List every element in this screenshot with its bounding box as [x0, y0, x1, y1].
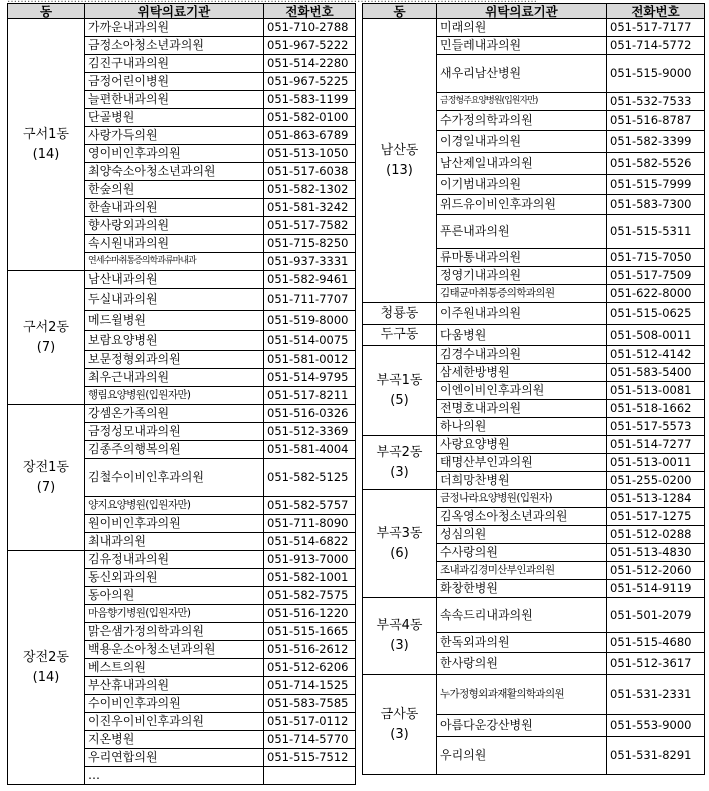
clinic-name: 새우리남산병원 [437, 55, 607, 93]
clinic-phone: 051-513-1050 [264, 145, 356, 163]
clinic-name: 최내과의원 [85, 533, 264, 551]
clinic-name: 양지요양병원(입원자만) [85, 497, 264, 515]
clinic-name: 금정나라요양병원(입원자) [437, 490, 607, 508]
clinic-phone: 051-517-7177 [607, 19, 705, 37]
clinic-name: 단골병원 [85, 109, 264, 127]
dong-name: 금사동 [380, 706, 419, 722]
clinic-phone: 051-967-5225 [264, 73, 356, 91]
clinic-name: 마음향기병원(입원자만) [85, 605, 264, 623]
clinic-phone: 051-581-0012 [264, 351, 356, 369]
clinic-phone: 051-515-9000 [607, 55, 705, 93]
clinic-phone: 051-517-8211 [264, 387, 356, 405]
dong-name: 장전2동 [23, 649, 69, 665]
table-row [363, 675, 705, 715]
clinic-phone: 051-513-4830 [607, 544, 705, 562]
dong-name: 부곡4동 [376, 618, 423, 633]
clinic-name: 하나의원 [437, 418, 607, 436]
clinic-phone: 051-512-0288 [607, 526, 705, 544]
dong-count: (3) [390, 638, 409, 653]
clinic-name: 금정소아청소년과의원 [85, 37, 264, 55]
clinic-name: 성심의원 [437, 526, 607, 544]
clinic-phone: 051-553-9000 [607, 715, 705, 737]
clinic-phone: 051-515-5311 [607, 215, 705, 249]
clinic-phone: 051-515-7512 [264, 749, 356, 767]
clinic-phone: 051-513-0081 [607, 382, 705, 400]
clinic-phone: 051-582-9461 [264, 271, 356, 289]
table-row [363, 598, 705, 633]
clinic-name: 김유정내과의원 [85, 551, 264, 569]
clinic-name: 김옥영소아청소년과의원 [437, 508, 607, 526]
clinic-name: 수이비인후과의원 [85, 695, 264, 713]
clinic-phone: 051-517-1275 [607, 508, 705, 526]
clinic-phone: 051-512-2060 [607, 562, 705, 580]
clinic-phone: 051-937-3331 [264, 253, 356, 271]
clinic-phone: 051-714-5770 [264, 731, 356, 749]
dong-name: 청룡동 [380, 305, 419, 321]
clinic-phone: 051-622-8000 [607, 285, 705, 303]
clinic-phone: 051-517-7509 [607, 267, 705, 285]
clinic-name: 백용운소아청소년과의원 [85, 641, 264, 659]
dong-count: (7) [36, 339, 56, 355]
clinic-name: 위드유이비인후과의원 [437, 195, 607, 215]
table-row [363, 490, 705, 508]
clinic-name: 김태균마취통증의학과의원 [437, 285, 607, 303]
table-row [363, 346, 705, 364]
clinic-name: 우리연합의원 [85, 749, 264, 767]
dong-count: (3) [390, 464, 409, 480]
clinic-phone: 051-512-3617 [607, 653, 705, 675]
clinic-phone: 051-516-2612 [264, 641, 356, 659]
clinic-phone: 051-583-5400 [607, 364, 705, 382]
table-row [363, 436, 705, 454]
clinic-name: 금정어린이병원 [85, 73, 264, 91]
clinic-name: 남산제일내과의원 [437, 153, 607, 175]
dong-name: 부곡2동 [376, 444, 423, 460]
table-row [8, 551, 356, 569]
right-clinic-table [362, 3, 705, 775]
dong-cell [363, 325, 437, 346]
clinic-name: 이엔이비인후과의원 [437, 382, 607, 400]
clinic-name: 민들레내과의원 [437, 37, 607, 55]
clinic-name: … [85, 767, 264, 785]
clinic-phone: 051-512-6206 [264, 659, 356, 677]
dong-cell [8, 405, 85, 551]
clinic-name: 조내과김경미산부인과의원 [437, 562, 607, 580]
clinic-phone: 051-582-5125 [264, 459, 356, 497]
clinic-name: 김종주의행복의원 [85, 441, 264, 459]
clinic-name: 영이비인후과의원 [85, 145, 264, 163]
clinic-name: 더희망찬병원 [437, 472, 607, 490]
dong-count: (3) [390, 726, 409, 742]
clinic-phone: 051-913-7000 [264, 551, 356, 569]
clinic-name: 강셈온가족의원 [85, 405, 264, 423]
table-row [363, 325, 705, 346]
clinic-phone: 051-967-5222 [264, 37, 356, 55]
dong-count: (6) [390, 545, 409, 561]
clinic-phone: 051-514-9119 [607, 580, 705, 598]
clinic-phone: 051-519-8000 [264, 311, 356, 331]
clinic-name: 전명호내과의원 [437, 400, 607, 418]
header-row [363, 4, 705, 19]
dong-name: 부곡1동 [376, 372, 423, 388]
clinic-name: 푸른내과의원 [437, 215, 607, 249]
dong-count: (5) [390, 392, 409, 408]
clinic-name: 금정형주요양병원(입원자만) [437, 93, 607, 111]
dong-count: (7) [36, 479, 56, 495]
clinic-name: 이주원내과의원 [437, 303, 607, 325]
clinic-name: 이경일내과의원 [437, 131, 607, 153]
clinic-name: 행림요양병원(입원자만) [85, 387, 264, 405]
header-dong: 동 [8, 4, 85, 19]
clinic-name: 부산휴내과의원 [85, 677, 264, 695]
clinic-phone: 051-512-3369 [264, 423, 356, 441]
clinic-name: 늘편한내과의원 [85, 91, 264, 109]
clinic-phone: 051-583-7300 [607, 195, 705, 215]
dong-name: 남산동 [380, 142, 419, 158]
clinic-phone: 051-514-6822 [264, 533, 356, 551]
clinic-phone: 051-582-5757 [264, 497, 356, 515]
dong-name: 구서1동 [23, 126, 69, 142]
dong-cell [363, 346, 437, 436]
clinic-name: 한독외과의원 [437, 633, 607, 653]
clinic-name: 아름다운강산병원 [437, 715, 607, 737]
clinic-phone: 051-715-7050 [607, 249, 705, 267]
clinic-name: 원이비인후과의원 [85, 515, 264, 533]
clinic-phone: 051-513-1284 [607, 490, 705, 508]
clinic-name: 베스트의원 [85, 659, 264, 677]
clinic-phone: 051-863-6789 [264, 127, 356, 145]
clinic-phone: 051-515-7999 [607, 175, 705, 195]
clinic-name: 화창한병원 [437, 580, 607, 598]
header-clinic: 위탁의료기관 [437, 4, 607, 19]
table-row [8, 271, 356, 289]
left-clinic-table [7, 3, 356, 785]
clinic-name: 보문정형외과의원 [85, 351, 264, 369]
clinic-phone: 051-515-1665 [264, 623, 356, 641]
clinic-name: 동아의원 [85, 587, 264, 605]
clinic-phone: 051-532-7533 [607, 93, 705, 111]
clinic-phone: 051-582-1001 [264, 569, 356, 587]
clinic-name: 이기범내과의원 [437, 175, 607, 195]
clinic-name: 사랑가득의원 [85, 127, 264, 145]
clinic-name: 메드윌병원 [85, 311, 264, 331]
clinic-phone: 051-255-0200 [607, 472, 705, 490]
clinic-name: 김경수내과의원 [437, 346, 607, 364]
clinic-name: 김진구내과의원 [85, 55, 264, 73]
clinic-phone: 051-710-2788 [264, 19, 356, 37]
clinic-phone: 051-515-0625 [607, 303, 705, 325]
clinic-phone: 051-517-0112 [264, 713, 356, 731]
clinic-phone: 051-581-3242 [264, 199, 356, 217]
dong-count: (14) [32, 669, 60, 685]
table-row [8, 19, 356, 37]
clinic-name: 정영기내과의원 [437, 267, 607, 285]
clinic-phone: 051-514-0075 [264, 331, 356, 351]
clinic-phone: 051-583-7585 [264, 695, 356, 713]
clinic-phone: 051-582-5526 [607, 153, 705, 175]
clinic-name: 태명산부인과의원 [437, 454, 607, 472]
clinic-phone: 051-582-7575 [264, 587, 356, 605]
dong-cell [8, 271, 85, 405]
clinic-name: 속속드리내과의원 [437, 598, 607, 633]
dong-name: 구서2동 [23, 319, 69, 335]
dong-name: 부곡3동 [376, 525, 423, 541]
clinic-name: 가까운내과의원 [85, 19, 264, 37]
dong-cell [363, 490, 437, 598]
clinic-phone: 051-516-8787 [607, 111, 705, 131]
clinic-phone: 051-517-6038 [264, 163, 356, 181]
clinic-name: 누가정형외과재활의학과의원 [437, 675, 607, 715]
clinic-name: 속시원내과의원 [85, 235, 264, 253]
clinic-phone: 051-515-4680 [607, 633, 705, 653]
header-clinic: 위탁의료기관 [85, 4, 264, 19]
clinic-phone: 051-514-9795 [264, 369, 356, 387]
header-row [8, 4, 356, 19]
table-row [8, 405, 356, 423]
clinic-phone: 051-516-1220 [264, 605, 356, 623]
clinic-phone: 051-512-4142 [607, 346, 705, 364]
clinic-phone: 051-516-0326 [264, 405, 356, 423]
table-row [363, 19, 705, 37]
dong-count: (13) [386, 162, 413, 178]
clinic-phone: 051-715-8250 [264, 235, 356, 253]
clinic-name: 연세수마취통증의학과류마내과 [85, 253, 264, 271]
clinic-name: 수가정의학과의원 [437, 111, 607, 131]
clinic-name: 금정성모내과의원 [85, 423, 264, 441]
clinic-phone: 051-582-3399 [607, 131, 705, 153]
clinic-phone: 051-531-2331 [607, 675, 705, 715]
dong-name: 장전1동 [23, 459, 69, 475]
dong-cell [8, 551, 85, 785]
clinic-name: 한사랑의원 [437, 653, 607, 675]
dong-name: 두구동 [380, 327, 419, 342]
clinic-name: 지온병원 [85, 731, 264, 749]
dong-cell [8, 19, 85, 271]
clinic-name: 수사랑의원 [437, 544, 607, 562]
clinic-name: 다움병원 [437, 325, 607, 346]
dong-cell [363, 303, 437, 325]
clinic-name: 맑은샘가정의학과의원 [85, 623, 264, 641]
clinic-name: 류마통내과의원 [437, 249, 607, 267]
clinic-phone: 051-517-7582 [264, 217, 356, 235]
clinic-name: 한솔내과의원 [85, 199, 264, 217]
clinic-phone: 051-711-8090 [264, 515, 356, 533]
clinic-name: 최우근내과의원 [85, 369, 264, 387]
clinic-name: 이진우이비인후과의원 [85, 713, 264, 731]
clinic-phone [264, 767, 356, 785]
dong-count: (14) [32, 146, 60, 162]
clinic-name: 남산내과의원 [85, 271, 264, 289]
dong-cell [363, 675, 437, 775]
clinic-phone: 051-711-7707 [264, 289, 356, 311]
clinic-name: 동신외과의원 [85, 569, 264, 587]
clinic-phone: 051-514-7277 [607, 436, 705, 454]
clinic-phone: 051-581-4004 [264, 441, 356, 459]
clinic-name: 김철수이비인후과의원 [85, 459, 264, 497]
clinic-name: 한숲의원 [85, 181, 264, 199]
dong-cell [363, 19, 437, 303]
clinic-phone: 051-514-2280 [264, 55, 356, 73]
clinic-name: 삼세한방병원 [437, 364, 607, 382]
table-row [363, 303, 705, 325]
clinic-name: 최양숙소아청소년과의원 [85, 163, 264, 181]
clinic-name: 두실내과의원 [85, 289, 264, 311]
clinic-phone: 051-582-0100 [264, 109, 356, 127]
clinic-phone: 051-714-5772 [607, 37, 705, 55]
header-phone: 전화번호 [607, 4, 705, 19]
clinic-phone: 051-513-0011 [607, 454, 705, 472]
dong-cell [363, 598, 437, 675]
clinic-phone: 051-518-1662 [607, 400, 705, 418]
header-dong: 동 [363, 4, 437, 19]
clinic-name: 보람요양병원 [85, 331, 264, 351]
clinic-phone: 051-501-2079 [607, 598, 705, 633]
clinic-name: 사랑요양병원 [437, 436, 607, 454]
clinic-name: 우리의원 [437, 737, 607, 775]
clinic-phone: 051-583-1199 [264, 91, 356, 109]
clinic-phone: 051-508-0011 [607, 325, 705, 346]
header-phone: 전화번호 [264, 4, 356, 19]
clinic-phone: 051-582-1302 [264, 181, 356, 199]
clinic-phone: 051-714-1525 [264, 677, 356, 695]
clinic-phone: 051-517-5573 [607, 418, 705, 436]
clinic-list-page [7, 0, 704, 791]
clinic-name: 미래의원 [437, 19, 607, 37]
dong-cell [363, 436, 437, 490]
clinic-phone: 051-531-8291 [607, 737, 705, 775]
clinic-name: 향사랑외과의원 [85, 217, 264, 235]
